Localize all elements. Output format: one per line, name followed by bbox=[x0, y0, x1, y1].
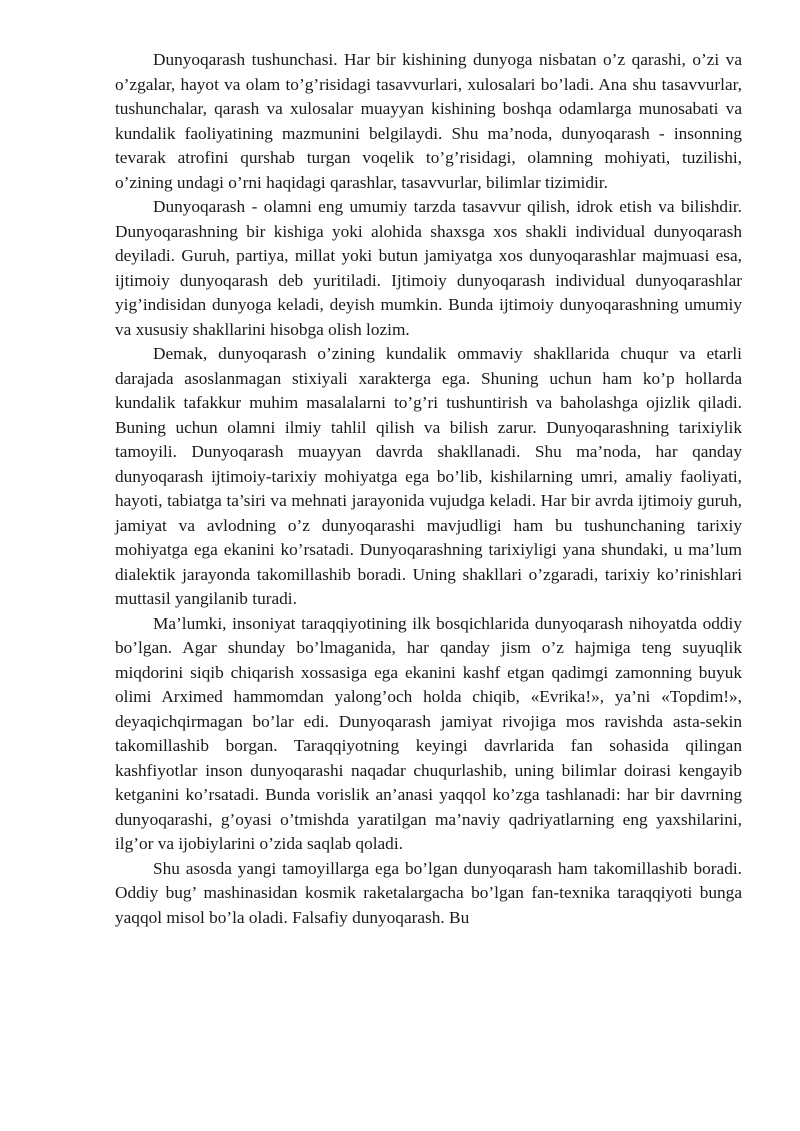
paragraph: Dunyoqarash tushunchasi. Har bir kishining dunyoga nisbatan o’z qarashi, o’zi va o’zgalar, hayot va olam to’g’risidagi tasavvurlari, xulosalari bo’ladi. Ana shu tasavvurlar, tushunchalar, qarash va xulosalar muayyan kishining boshqa odamlarga munosabati va kundalik faoliyatining mazmunini belgilaydi. Shu ma’noda, dunyoqarash - insonning tevarak atrofini qurshab turgan voqelik to’g’risidagi, olamning mohiyati, tuzilishi, o’zining undagi o’rni haqidagi qarashlar, tasavvurlar, bilimlar tizimidir. bbox=[115, 50, 742, 192]
paragraph: Shu asosda yangi tamoyillarga ega bo’lgan dunyoqarash ham takomillashib boradi. Oddiy bug’ mashinasidan kosmik raketalargacha bo’lgan fan-texnika taraqqiyoti bunga yaqqol misol bo’la oladi. Falsafiy dunyoqarash. Bu bbox=[115, 858, 742, 927]
paragraph: Demak, dunyoqarash o’zining kundalik ommaviy shakllarida chuqur va etarli darajada asoslanmagan stixiyali xarakterga ega. Shuning uchun ham ko’p hollarda kundalik tafakkur muhim masalalarni to’g’ri tushuntirish va baholashga ojizlik qiladi. Buning uchun olamni ilmiy tahlil qilish va bilish zarur. Dunyoqarashning tarixiylik tamoyili. Dunyoqarash muayyan davrda shakllanadi. Shu ma’noda, har qanday dunyoqarash ijtimoiy-tarixiy mohiyatga ega bo’lib, kishilarning umri, amaliy faoliyati, hayoti, tabiatga ta’siri va mehnati jarayonida vujudga keladi. Har bir avrda ijtimoiy guruh, jamiyat va avlodning o’z dunyoqarashi mavjudligi ham bu tushunchaning tarixiy mohiyatga ega ekanini ko’rsatadi. Dunyoqarashning tarixiyligi yana shundaki, u ma’lum dialektik jarayonda takomillashib boradi. Uning shakllari o’zgaradi, tarixiy ko’rinishlari muttasil yangilanib turadi. bbox=[115, 344, 742, 608]
document-page bbox=[115, 48, 742, 930]
paragraph: Dunyoqarash - olamni eng umumiy tarzda tasavvur qilish, idrok etish va bilishdir. Dunyoqarashning bir kishiga yoki alohida shaxsga xos shakli individual dunyoqarash deyiladi. Guruh, partiya, millat yoki butun jamiyatga xos dunyoqarashlar majmuasi esa, ijtimoiy dunyoqarash deb yuritiladi. Ijtimoiy dunyoqarash individual dunyoqarashlar yig’indisidan dunyoga keladi, deyish mumkin. Bunda ijtimoiy dunyoqarashning umumiy va xususiy shakllarini hisobga olish lozim. bbox=[115, 197, 742, 339]
paragraph: Ma’lumki, insoniyat taraqqiyotining ilk bosqichlarida dunyoqarash nihoyatda oddiy bo’lgan. Agar shunday bo’lmaganida, har qanday jism o’z hajmiga teng suyuqlik miqdorini siqib chiqarish xossasiga ega ekanini kashf etgan qadimgi zamonning buyuk olimi Arximed hammomdan yalong’och holda chiqib, «Evrika!», ya’ni «Topdim!», deyaqichqirmagan bo’lar edi. Dunyoqarash jamiyat rivojiga mos ravishda asta-sekin takomillashib borgan. Taraqqiyotning keyingi davrlarida fan sohasida qilingan kashfiyotlar inson dunyoqarashi naqadar chuqurlashib, uning bilimlar doirasi kengayib ketganini ko’rsatadi. Bunda vorislik an’anasi yaqqol ko’zga tashlanadi: har bir davrning dunyoqarashi, g’oyasi o’tmishda yaratilgan ma’naviy qadriyatlarning eng yaxshilarini, ilg’or va ijobiylarini o’zida saqlab qoladi. bbox=[115, 613, 742, 853]
